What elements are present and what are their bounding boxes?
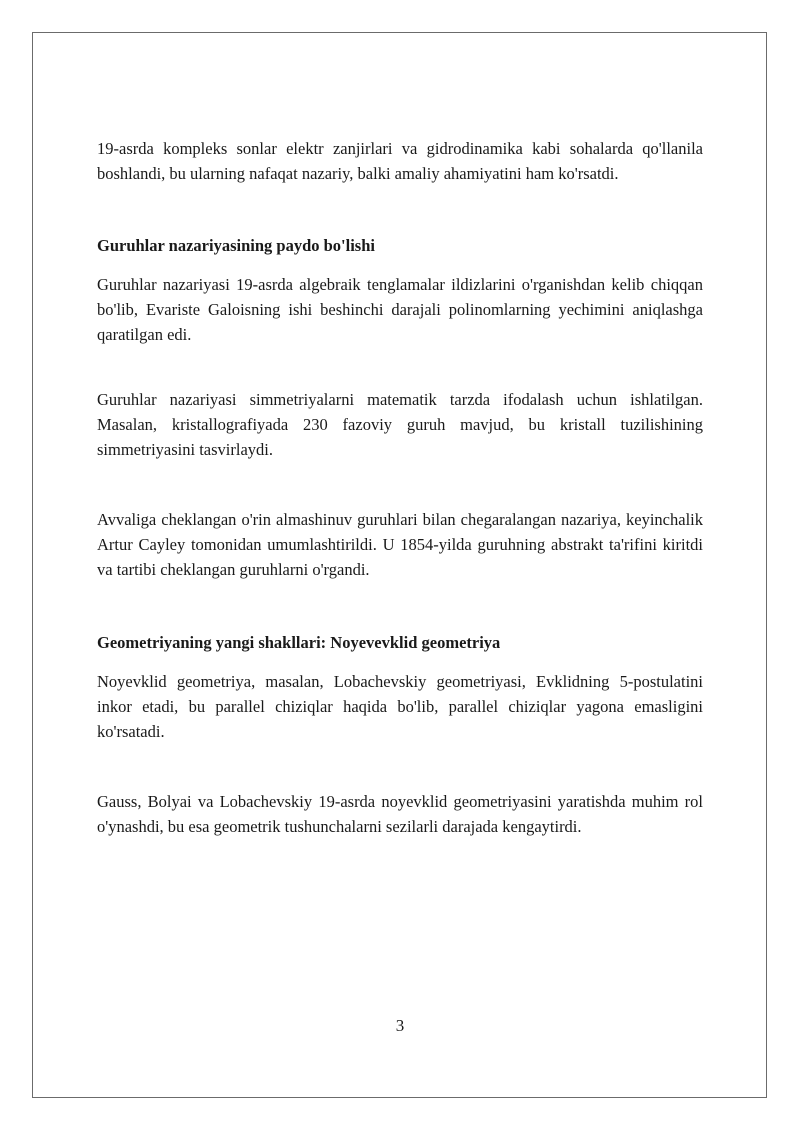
paragraph-cayley: Avvaliga cheklangan o'rin almashinuv guruhlari bilan chegaralangan nazariya, keyinchalik Artur Cayley tomonidan umumlashtirildi. U 1854-yilda guruhning abstrakt ta'rifini kiritdi va tartibi cheklangan guruhlarni o'rgandi. xyxy=(97,510,703,579)
heading-non-euclidean: Geometriyaning yangi shakllari: Noyevevklid geometriya xyxy=(97,633,501,652)
paragraph-lobachevsky: Noyevklid geometriya, masalan, Lobachevskiy geometriyasi, Evklidning 5-postulatini inkor etadi, bu parallel chiziqlar haqida bo'lib, parallel chiziqlar yagona emasligini ko'rsatadi. xyxy=(97,672,703,741)
page-number: 3 xyxy=(395,1016,405,1035)
paragraph-gauss-bolyai: Gauss, Bolyai va Lobachevskiy 19-asrda noyevklid geometriyasini yaratishda muhim rol o'ynashdi, bu esa geometrik tushunchalarni sezilarli darajada kengaytirdi. xyxy=(97,792,703,836)
page-content xyxy=(97,136,703,839)
paragraph-complex-numbers: 19-asrda kompleks sonlar elektr zanjirlari va gidrodinamika kabi sohalarda qo'llanila boshlandi, bu ularning nafaqat nazariy, balki amaliy ahamiyatini ham ko'rsatdi. xyxy=(97,139,703,183)
paragraph-galois: Guruhlar nazariyasi 19-asrda algebraik tenglamalar ildizlarini o'rganishdan kelib chiqqan bo'lib, Evariste Galoisning ishi beshinchi darajali polinomlarning yechimini aniqlashga qaratilgan edi. xyxy=(97,275,703,344)
paragraph-symmetry: Guruhlar nazariyasi simmetriyalarni matematik tarzda ifodalash uchun ishlatilgan. Masalan, kristallografiyada 230 fazoviy guruh mavjud, bu kristall tuzilishining simmetriyasini tasvirlaydi. xyxy=(97,390,703,459)
heading-group-theory: Guruhlar nazariyasining paydo bo'lishi xyxy=(97,236,375,255)
